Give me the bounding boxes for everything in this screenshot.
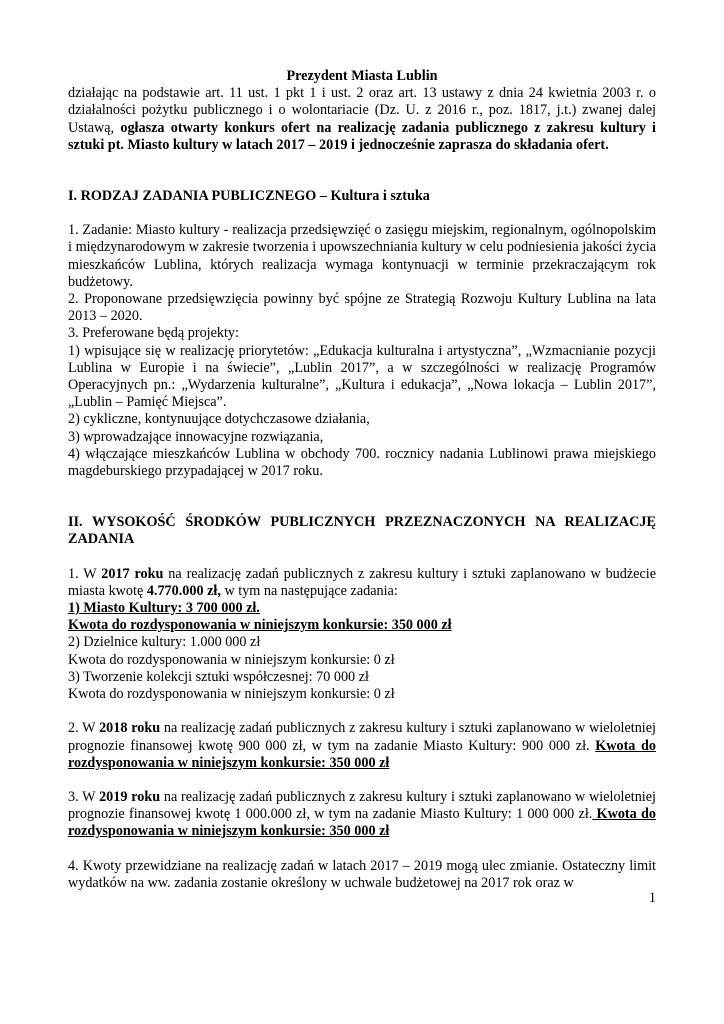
amount-to-distribute-2018: Kwota do rozdysponowania w niniejszym konkursie: 350 000 zł [68,737,656,771]
text-span: 1. W [68,565,102,582]
page-number: 1 [648,890,656,906]
text-span: na realizację zadań publicznych z zakresu kultury i sztuki zaplanowano w wieloletniej prognozie finansowej kwotę 1 000.000 zł, w tym na zadanie Miasto Kultury: 1 000 000 zł. [68,788,656,823]
section-2-heading: II. WYSOKOŚĆ ŚRODKÓW PUBLICZNYCH PRZEZNACZONYCH NA REALIZACJĘ ZADANIA [68,514,656,548]
section-2-point-2 [68,720,656,772]
document-title: Prezydent Miasta Lublin [286,68,438,84]
amount-to-distribute-2017: Kwota do rozdysponowania w niniejszym konkursie: 350 000 zł [68,617,452,634]
section-1-priority-2: 2) cykliczne, kontynuujące dotychczasowe działania, [68,411,370,428]
text-span: na realizację zadań publicznych z zakresu kultury i sztuki zaplanowano w wieloletniej prognozie finansowej kwotę 900 000 zł, w tym na zadanie Miasto Kultury: 900 000 zł. [68,720,656,754]
text-span: 2. W [68,720,100,737]
year-2018: 2018 roku [99,720,161,737]
year-2017: 2017 roku [101,565,164,582]
section-1-point-2: 2. Proponowane przedsięwzięcia powinny być spójne ze Strategią Rozwoju Kultury Lublina na lata 2013 – 2020. [68,291,656,325]
amount-to-distribute-2019: Kwota do rozdysponowania w niniejszym konkursie: 350 000 zł [68,806,656,840]
section-1-point-1: 1. Zadanie: Miasto kultury - realizacja przedsięwzięć o zasięgu miejskim, regionalnym, ogólnopolskim i międzynarodowym w zakresie tworzenia i upowszechniania kultury w celu podniesienia jakości życia mieszkańców Lublina, których realizacja wymaga kontynuacji w terminie przekraczającym rok budżetowy. [68,222,656,290]
section-2-point-3 [68,789,656,841]
amount-kolekcja: Kwota do rozdysponowania w niniejszym konkursie: 0 zł [68,686,395,703]
section-2-point-4: 4. Kwoty przewidziane na realizację zadań w latach 2017 – 2019 mogą ulec zmianie. Ostateczny limit wydatków na ww. zadania zostanie określony w uchwale budżetowej na 2017 rok oraz w [68,857,656,891]
intro-paragraph [68,85,656,154]
section-2-point-1 [68,566,656,600]
section-1-priority-3: 3) wprowadzające innowacyjne rozwiązania, [68,428,324,445]
task-kolekcja-sztuki: 3) Tworzenie kolekcji sztuki współczesnej: 70 000 zł [68,668,369,685]
amount-dzielnice: Kwota do rozdysponowania w niniejszym konkursie: 0 zł [68,651,395,668]
section-1-point-3: 3. Preferowane będą projekty: [68,325,239,342]
document-page [68,68,656,892]
text-span: na realizację zadań publicznych z zakresu kultury i sztuki zaplanowano w budżecie miasta kwotę [68,565,656,599]
intro-text: działając na podstawie art. 11 ust. 1 pkt 1 i ust. 2 oraz art. 13 ustawy z dnia 24 kwietnia 2003 r. o działalności pożytku publicznego i o wolontariacie (Dz. U. z 2016 r., poz. 1817, j.t.) zwanej dalej Ustawą, [68,85,656,136]
budget-amount: 4.770.000 zł, [146,582,221,599]
task-dzielnice-kultury: 2) Dzielnice kultury: 1.000 000 zł [68,634,261,651]
task-miasto-kultury: 1) Miasto Kultury: 3 700 000 zł. [68,600,260,617]
text-span: 3. W [68,788,100,805]
intro-announcement: ogłasza otwarty konkurs ofert na realizację zadania publicznego z zakresu kultury i sztuki pt. Miasto kultury w latach 2017 – 2019 i jednocześnie zaprasza do składania ofert. [68,119,656,153]
section-1-priority-1: 1) wpisujące się w realizację priorytetów: „Edukacja kulturalna i artystyczna”, „Wzmacnianie pozycji Lublina w Europie i na świecie”, „Lublin 2017”, a w szczególności w realizację Programów Operacyjnych pn.: „Wydarzenia kulturalne”, „Kultura i edukacja”, „Nowa lokacja – Lublin 2017”, „Lublin – Pamięć Miejsca”. [68,342,656,411]
year-2019: 2019 roku [99,788,161,805]
section-1-heading: I. RODZAJ ZADANIA PUBLICZNEGO – Kultura i sztuka [68,188,430,205]
section-1-priority-4: 4) włączające mieszkańców Lublina w obchody 700. rocznicy nadania Lublinowi prawa miejskiego magdeburskiego przypadającej w 2017 roku. [68,445,656,480]
text-span: w tym na następujące zadania: [220,582,398,599]
